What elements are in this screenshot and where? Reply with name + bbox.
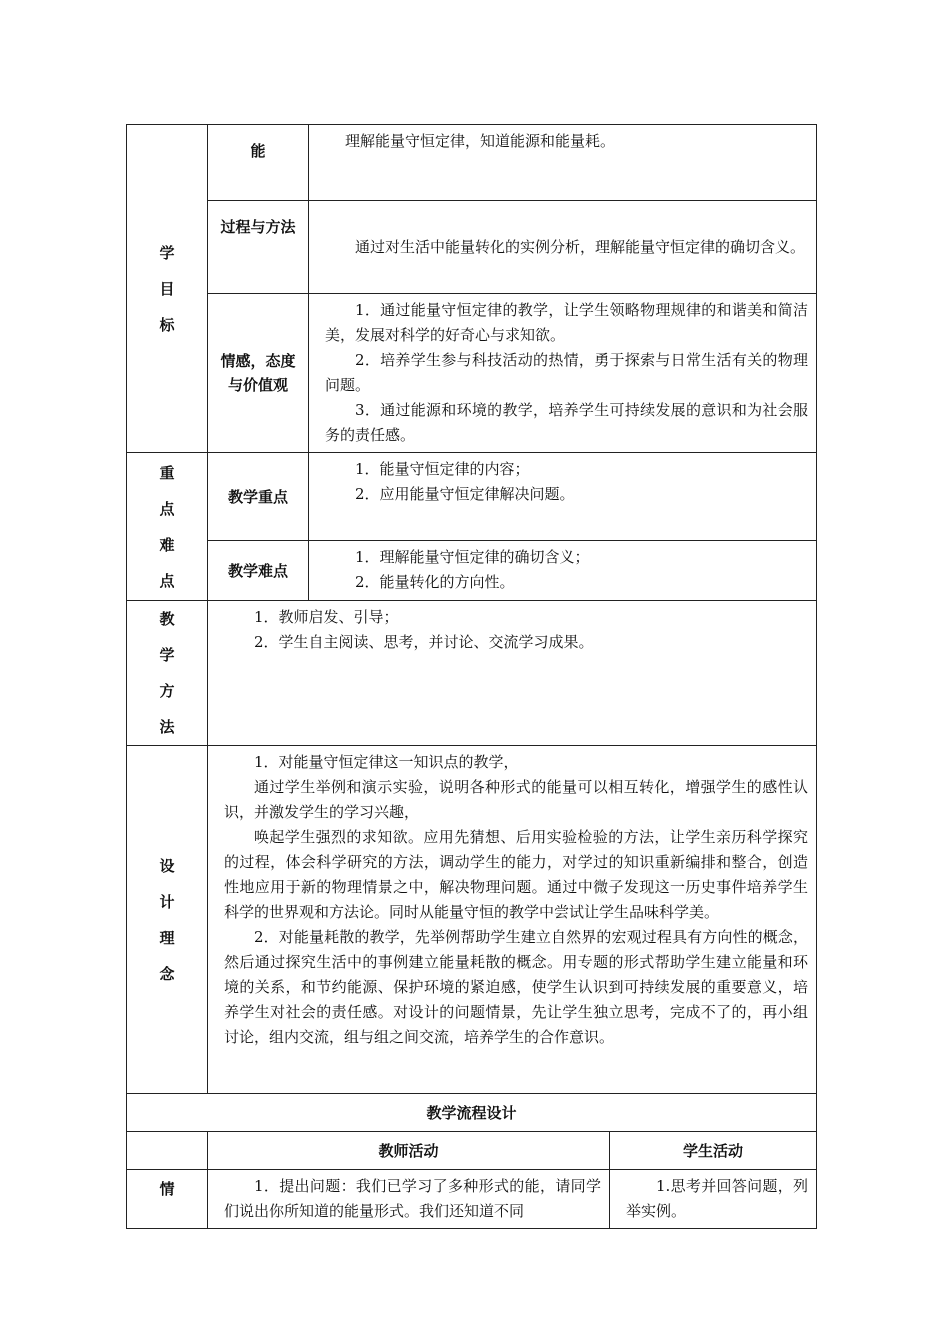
objective-content-emotion — [309, 294, 817, 453]
objective-line: 通过对生活中能量转化的实例分析，理解能量守恒定律的确切含义。 — [355, 237, 806, 256]
flow-student-text: 1.思考并回答问题，列举实例。 — [626, 1177, 809, 1220]
objectives-label-char: 标 — [159, 315, 175, 334]
keypoints-label-char: 点 — [159, 499, 175, 518]
flow-header-row — [127, 1132, 817, 1170]
objective-content-process — [309, 201, 817, 294]
objective-row-emotion — [127, 294, 817, 453]
design-label-char: 设 — [159, 856, 175, 875]
keypoint-line: 1．理解能量守恒定律的确切含义； — [355, 548, 590, 566]
methods-label-char: 学 — [159, 646, 175, 664]
flow-title: 教学流程设计 — [127, 1094, 817, 1132]
flow-header-empty — [127, 1132, 208, 1170]
keypoint-line: 1．能量守恒定律的内容； — [355, 460, 530, 478]
keypoints-label-char: 难 — [159, 535, 175, 554]
keypoints-label-char: 重 — [159, 463, 175, 482]
methods-line: 1．教师启发、引导； — [254, 608, 399, 626]
objective-label-emotion: 情感，态度与价值观 — [208, 294, 309, 453]
design-line: 2．对能量耗散的教学，先举例帮助学生建立自然界的宏观过程具有方向性的概念，然后通过探究生活中的事例建立能量耗散的概念。用专题的形式帮助学生建立能量和环境的关系，和节约能源、保护环境的紧迫感，使学生认识到可持续发展的重要意义，培养学生对社会的责任感。对设计的问题情景，先让学生独立思考，完成不了的，再小组讨论，组内交流，组与组之间交流，培养学生的合作意识。 — [224, 928, 809, 1046]
flow-row — [127, 1170, 817, 1229]
keypoints-label — [127, 453, 208, 601]
lesson-plan-table — [126, 124, 817, 1229]
design-line: 唤起学生强烈的求知欲。应用先猜想、后用实验检验的方法，让学生亲历科学探究的过程，体会科学研究的方法，调动学生的能力，对学过的知识重新编排和整合，创造性地应用于新的物理情景之中，解决物理问题。通过中微子发现这一历史事件培养学生科学的世界观和方法论。同时从能量守恒的教学中尝试让学生品味科学美。 — [224, 828, 809, 921]
flow-student-activity — [610, 1170, 817, 1229]
keypoint-row-difficulty — [127, 541, 817, 601]
objective-line: 1．通过能量守恒定律的教学，让学生领略物理规律的和谐美和简洁美，发展对科学的好奇心与求知欲。 — [325, 301, 809, 344]
keypoint-content-focus — [309, 453, 817, 541]
design-line: 通过学生举例和演示实验，说明各种形式的能量可以相互转化，增强学生的感性认识，并激发学生的学习兴趣， — [224, 778, 809, 821]
methods-label-char: 方 — [159, 682, 175, 700]
keypoint-label-difficulty: 教学难点 — [208, 541, 309, 601]
objective-line: 3．通过能源和环境的教学，培养学生可持续发展的意识和为社会服务的责任感。 — [325, 401, 809, 444]
keypoint-line: 2．能量转化的方向性。 — [355, 573, 515, 591]
objective-label-process: 过程与方法 — [208, 201, 309, 294]
objective-label-knowledge: 能 — [208, 125, 309, 201]
objective-row-process — [127, 201, 817, 294]
methods-label — [127, 601, 208, 746]
flow-title-row — [127, 1094, 817, 1132]
methods-line: 2．学生自主阅读、思考，并讨论、交流学习成果。 — [254, 633, 594, 651]
design-label-char: 计 — [159, 892, 175, 911]
flow-header-student: 学生活动 — [610, 1132, 817, 1170]
design-row — [127, 746, 817, 1094]
objective-line: 理解能量守恒定律，知道能源和能量耗。 — [345, 132, 616, 150]
keypoint-row-focus — [127, 453, 817, 541]
design-label-char: 念 — [159, 964, 175, 983]
methods-row — [127, 601, 817, 746]
objectives-label-char: 学 — [159, 243, 175, 262]
objective-row-knowledge — [127, 125, 817, 201]
design-label-char: 理 — [159, 928, 175, 947]
flow-teacher-text: 1．提出问题：我们已学习了多种形式的能，请同学们说出你所知道的能量形式。我们还知道不同 — [224, 1177, 601, 1220]
objectives-label — [127, 125, 208, 453]
keypoint-line: 2．应用能量守恒定律解决问题。 — [355, 485, 575, 503]
flow-row-label: 情 — [127, 1170, 208, 1229]
methods-content — [208, 601, 817, 746]
objective-line: 2．培养学生参与科技活动的热情，勇于探索与日常生活有关的物理问题。 — [325, 351, 809, 394]
design-line: 1．对能量守恒定律这一知识点的教学， — [254, 753, 519, 771]
keypoint-content-difficulty — [309, 541, 817, 601]
design-label — [127, 746, 208, 1094]
methods-label-char: 教 — [159, 610, 175, 628]
design-content — [208, 746, 817, 1094]
keypoints-label-char: 点 — [159, 571, 175, 590]
objective-content-knowledge — [309, 125, 817, 201]
objectives-label-char: 目 — [159, 279, 175, 298]
flow-header-teacher: 教师活动 — [208, 1132, 610, 1170]
flow-teacher-activity — [208, 1170, 610, 1229]
methods-label-char: 法 — [159, 718, 175, 736]
keypoint-label-focus: 教学重点 — [208, 453, 309, 541]
